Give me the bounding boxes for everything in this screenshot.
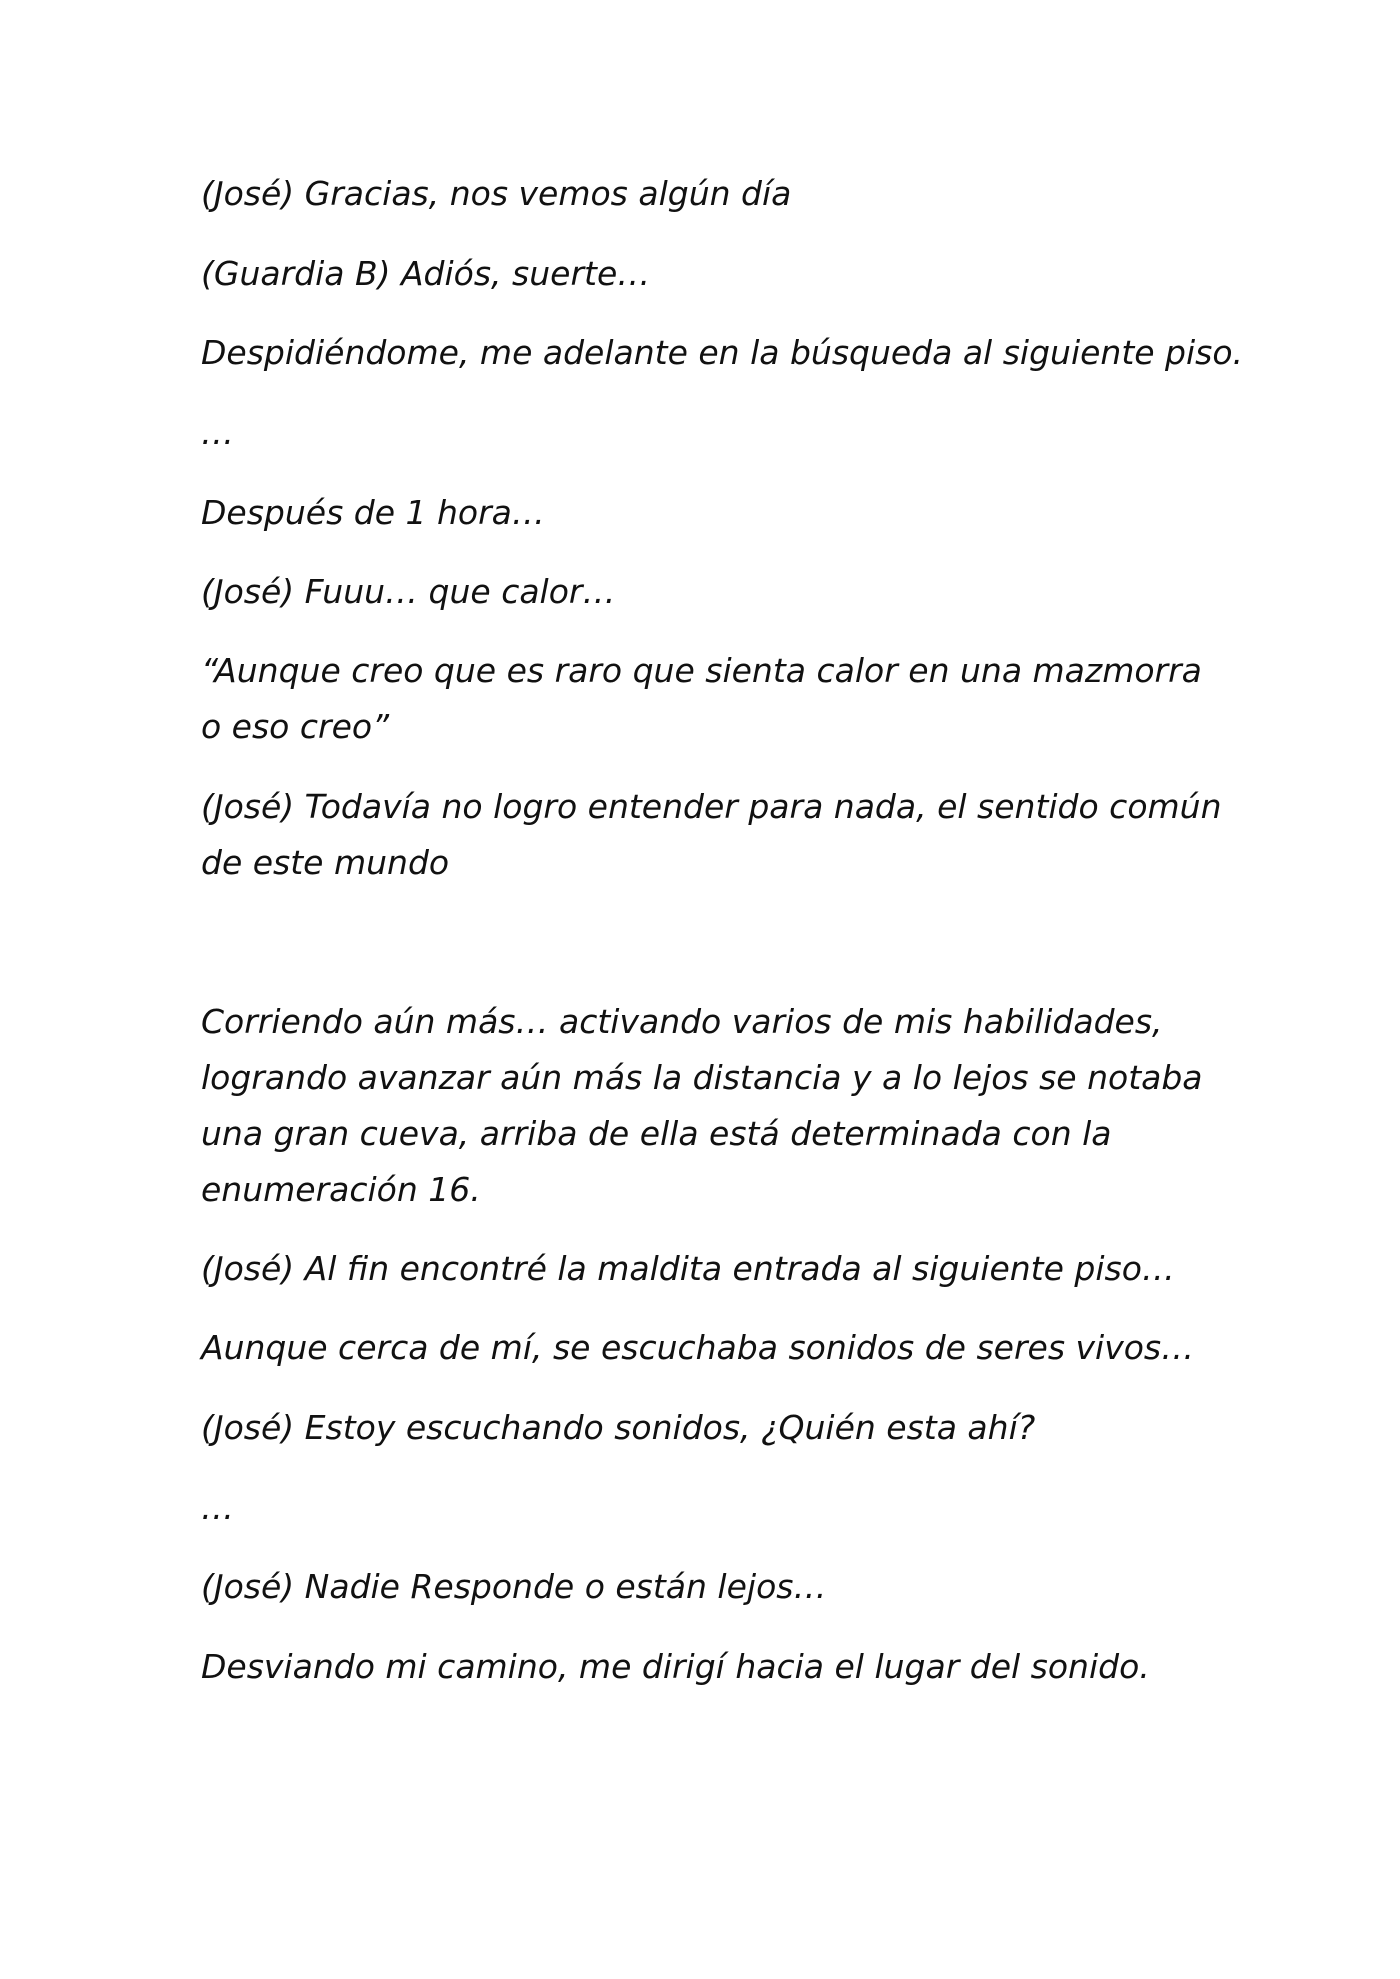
text-line: … [201, 413, 234, 452]
text-line: Despidiéndome, me adelante en la búsqueda al siguiente piso. [201, 333, 1244, 372]
text-line: o eso creo” [201, 707, 390, 746]
text-line: (José) Estoy escuchando sonidos, ¿Quién esta ahí? [201, 1408, 1036, 1447]
paragraph-11 [201, 1320, 1281, 1376]
text-line: … [201, 1488, 234, 1527]
text-line: (José) Todavía no logro entender para nada, el sentido común [201, 787, 1222, 826]
paragraph-3 [201, 325, 1281, 381]
text-line: Corriendo aún más… activando varios de mis habilidades, [201, 1002, 1163, 1041]
text-line: (Guardia B) Adiós, suerte… [201, 254, 651, 293]
paragraph-5 [201, 485, 1281, 541]
text-line: una gran cueva, arriba de ella está determinada con la [201, 1114, 1112, 1153]
paragraph-1 [201, 166, 1281, 222]
paragraph-7 [201, 643, 1281, 755]
text-line: de este mundo [201, 843, 450, 882]
paragraph-14 [201, 1559, 1281, 1615]
paragraph-13 [201, 1480, 1281, 1536]
text-line: “Aunque creo que es raro que sienta calor en una mazmorra [201, 651, 1202, 690]
text-line: enumeración 16. [201, 1170, 481, 1209]
paragraph-2 [201, 246, 1281, 302]
paragraph-15 [201, 1639, 1281, 1695]
paragraph-9 [201, 994, 1281, 1218]
paragraph-4 [201, 405, 1281, 461]
text-line: logrando avanzar aún más la distancia y a lo lejos se notaba [201, 1058, 1203, 1097]
text-line: Después de 1 hora… [201, 493, 545, 532]
text-line: (José) Al fin encontré la maldita entrada al siguiente piso… [201, 1249, 1175, 1288]
text-line: (José) Gracias, nos vemos algún día [201, 174, 792, 213]
text-line: (José) Nadie Responde o están lejos… [201, 1567, 827, 1606]
text-line: Desviando mi camino, me dirigí hacia el lugar del sonido. [201, 1647, 1150, 1686]
text-line: Aunque cerca de mí, se escuchaba sonidos de seres vivos… [201, 1328, 1195, 1367]
text-line: (José) Fuuu… que calor… [201, 572, 616, 611]
paragraph-6 [201, 564, 1281, 620]
paragraph-10 [201, 1241, 1281, 1297]
paragraph-12 [201, 1400, 1281, 1456]
paragraph-8 [201, 779, 1281, 891]
